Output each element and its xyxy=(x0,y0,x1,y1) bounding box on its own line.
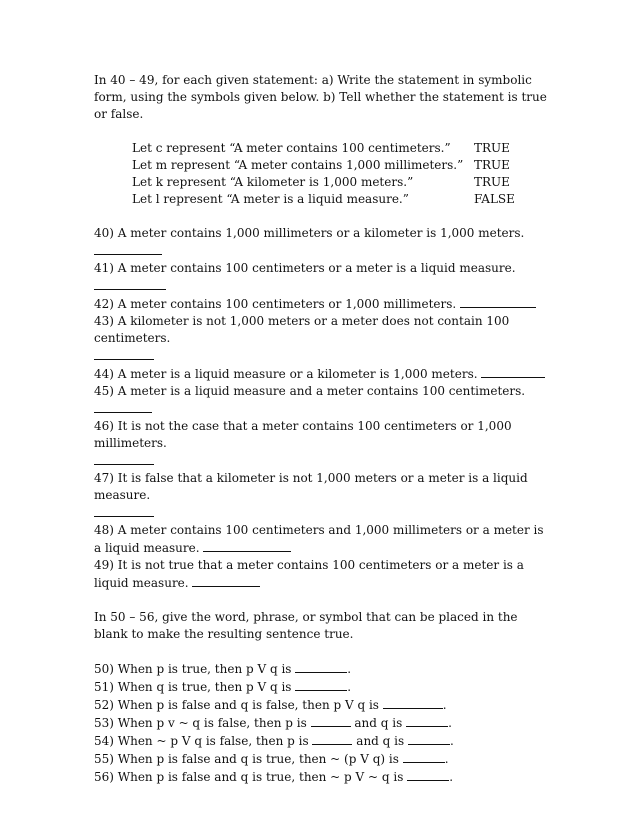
question-56: 56) When p is false and q is true, then ~ p V ~ q is . xyxy=(94,770,454,784)
answer-blank-49[interactable] xyxy=(192,574,260,587)
answer-blank-50[interactable] xyxy=(295,660,347,673)
question-43: 43) A kilometer is not 1,000 meters or a meter does not contain 100 centimeters. xyxy=(94,314,510,345)
answer-blank-44[interactable] xyxy=(481,365,545,378)
answer-blank-47[interactable] xyxy=(94,504,154,517)
question-47: 47) It is false that a kilometer is not 1,000 meters or a meter is a liquid measure. xyxy=(94,471,528,502)
answer-blank-42[interactable] xyxy=(460,295,536,308)
question-49: 49) It is not true that a meter contains 100 centimeters or a meter is a liquid measure. xyxy=(94,558,524,590)
definition-value: TRUE xyxy=(474,158,510,172)
question-42: 42) A meter contains 100 centimeters or 1,000 millimeters. xyxy=(94,295,554,313)
answer-blank-56[interactable] xyxy=(407,768,449,781)
question-45: 45) A meter is a liquid measure and a meter contains 100 centimeters. xyxy=(94,383,554,418)
symbol-definitions xyxy=(132,140,514,208)
question-48: 48) A meter contains 100 centimeters and 1,000 millimeters or a meter is a liquid measure. xyxy=(94,523,544,555)
answer-blank-45[interactable] xyxy=(94,400,152,413)
question-51: 51) When q is true, then p V q is . xyxy=(94,680,352,694)
definition-value: TRUE xyxy=(474,175,510,189)
question-41: 41) A meter contains 100 centimeters or a meter is a liquid measure. xyxy=(94,260,554,295)
answer-blank-52[interactable] xyxy=(383,696,443,709)
question-55: 55) When p is false and q is true, then ~ (p V q) is . xyxy=(94,752,449,766)
answer-blank-54-q[interactable] xyxy=(408,732,450,745)
answer-blank-40[interactable] xyxy=(94,242,162,255)
definition-row xyxy=(132,174,514,191)
answer-blank-41[interactable] xyxy=(94,277,166,290)
definition-value: TRUE xyxy=(474,141,510,155)
question-44: 44) A meter is a liquid measure or a kilometer is 1,000 meters. xyxy=(94,365,554,383)
definition-text: Let l represent “A meter is a liquid measure.” xyxy=(132,192,409,206)
definition-row xyxy=(132,191,514,208)
answer-blank-54-p[interactable] xyxy=(312,732,352,745)
answer-blank-51[interactable] xyxy=(295,678,347,691)
answer-blank-55[interactable] xyxy=(403,750,445,763)
definition-row xyxy=(132,140,514,157)
worksheet-page xyxy=(94,72,554,786)
question-40: 40) A meter contains 1,000 millimeters or a kilometer is 1,000 meters. xyxy=(94,225,554,260)
definition-value: FALSE xyxy=(474,192,515,206)
answer-blank-53-q[interactable] xyxy=(406,714,448,727)
question-52: 52) When p is false and q is false, then p V q is . xyxy=(94,698,447,712)
question-53: 53) When p v ~ q is false, then p is and q is . xyxy=(94,716,452,730)
question-54: 54) When ~ p V q is false, then p is and q is . xyxy=(94,734,454,748)
definition-text: Let m represent “A meter contains 1,000 millimeters.” xyxy=(132,158,464,172)
question-50: 50) When p is true, then p V q is . xyxy=(94,662,352,676)
intro-paragraph-2: In 50 – 56, give the word, phrase, or symbol that can be placed in the blank to make the resulting sentence true. xyxy=(94,610,518,641)
answer-blank-53-p[interactable] xyxy=(311,714,351,727)
definition-row xyxy=(132,157,514,174)
answer-blank-48[interactable] xyxy=(203,539,291,552)
intro-paragraph-1: In 40 – 49, for each given statement: a) Write the statement in symbolic form, using the symbols given below. b) Tell whether the statement is true or false. xyxy=(94,73,547,121)
answer-blank-43[interactable] xyxy=(94,347,154,360)
question-46: 46) It is not the case that a meter contains 100 centimeters or 1,000 millimeters. xyxy=(94,419,512,450)
definition-text: Let k represent “A kilometer is 1,000 meters.” xyxy=(132,175,414,189)
answer-blank-46[interactable] xyxy=(94,452,154,465)
definition-text: Let c represent “A meter contains 100 centimeters.” xyxy=(132,141,451,155)
